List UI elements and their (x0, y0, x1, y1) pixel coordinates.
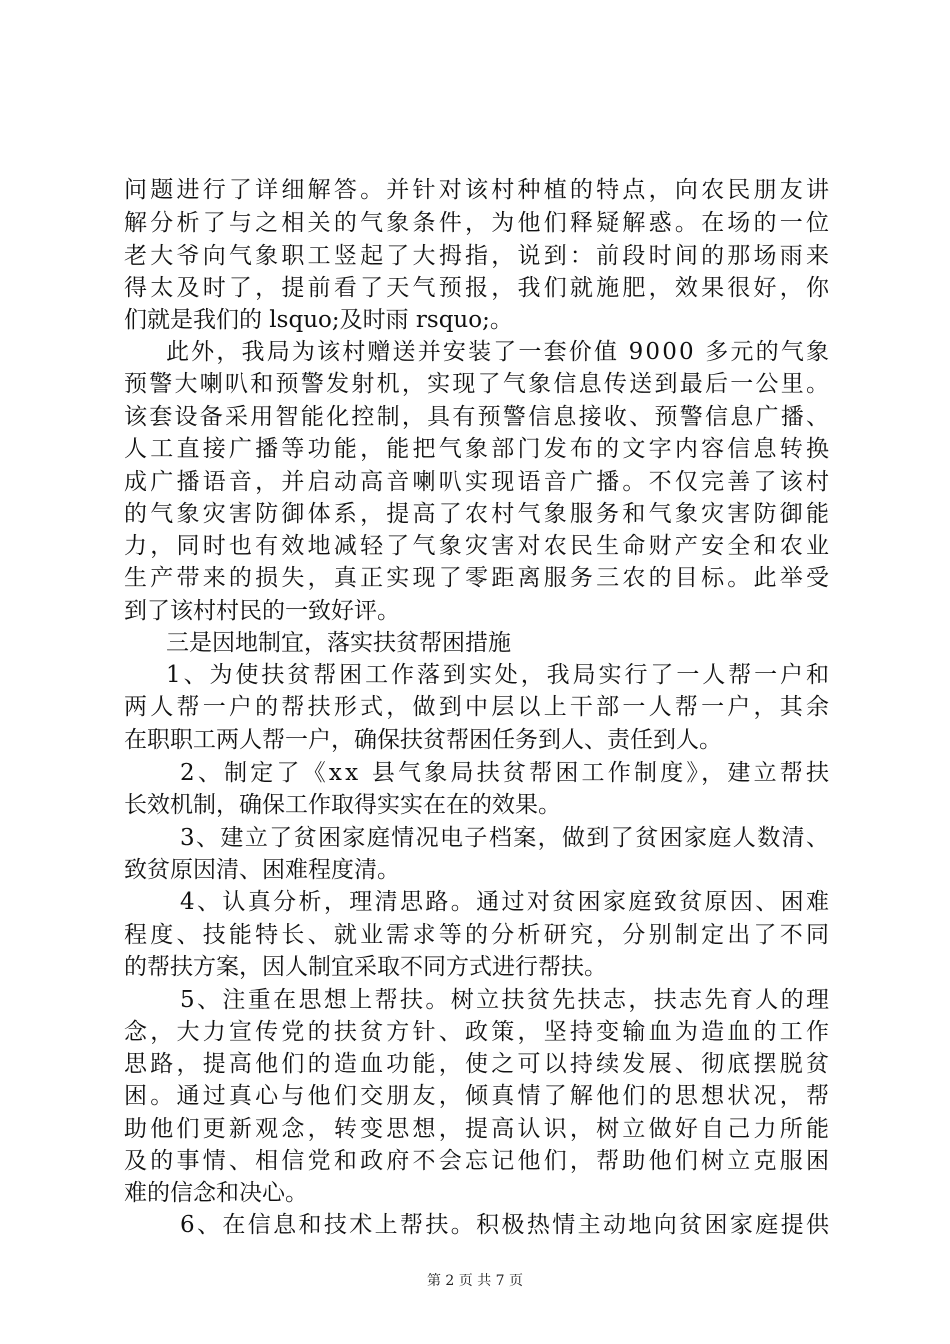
text-line: 们就是我们的 lsquo;及时雨 rsquo;。 (124, 307, 513, 333)
text-line: 思路，提高他们的造血功能，使之可以持续发展、彻底摆脱贫 (124, 1051, 833, 1077)
text-line: 3、建立了贫困家庭情况电子档案，做到了贫困家庭人数清、 (180, 825, 831, 851)
text-line: 长效机制，确保工作取得实实在在的效果。 (124, 792, 561, 818)
text-line: 难的信念和决心。 (124, 1180, 308, 1206)
text-line: 解分析了与之相关的气象条件，为他们释疑解惑。在场的一位 (124, 210, 833, 236)
text-line: 致贫原因清、困难程度清。 (124, 857, 400, 883)
text-line: 困。通过真心与他们交朋友，倾真情了解他们的思想状况，帮 (124, 1083, 833, 1109)
text-line: 及的事情、相信党和政府不会忘记他们，帮助他们树立克服困 (124, 1148, 833, 1174)
text-line: 念，大力宣传党的扶贫方针、政策，坚持变输血为造血的工作 (124, 1019, 833, 1045)
text-line: 得太及时了，提前看了天气预报，我们就施肥，效果很好，你 (124, 275, 833, 301)
text-line: 老大爷向气象职工竖起了大拇指，说到：前段时间的那场雨来 (124, 243, 833, 269)
text-line: 到了该村村民的一致好评。 (124, 598, 400, 624)
text-line: 力，同时也有效地减轻了气象灾害对农民生命财产安全和农业 (124, 533, 833, 559)
text-line: 人工直接广播等功能，能把气象部门发布的文字内容信息转换 (124, 436, 833, 462)
text-line: 问题进行了详细解答。并针对该村种植的特点，向农民朋友讲 (124, 177, 833, 203)
text-line: 该套设备采用智能化控制，具有预警信息接收、预警信息广播、 (124, 404, 832, 430)
text-line: 6、在信息和技术上帮扶。积极热情主动地向贫困家庭提供 (180, 1212, 832, 1238)
text-line: 生产带来的损失，真正实现了零距离服务三农的目标。此举受 (124, 565, 833, 591)
text-line: 成广播语音，并启动高音喇叭实现语音广播。不仅完善了该村 (124, 469, 833, 495)
text-line: 5、注重在思想上帮扶。树立扶贫先扶志，扶志先育人的理 (180, 987, 832, 1013)
text-line: 4、认真分析，理清思路。通过对贫困家庭致贫原因、困难 (180, 889, 832, 915)
text-line: 助他们更新观念，转变思想，提高认识，树立做好自己力所能 (124, 1116, 833, 1142)
text-line: 此外，我局为该村赠送并安装了一套价值 9000 多元的气象 (166, 339, 832, 365)
text-line: 两人帮一户的帮扶形式，做到中层以上干部一人帮一户，其余 (124, 694, 833, 720)
text-line: 在职职工两人帮一户，确保扶贫帮困任务到人、责任到人。 (124, 727, 722, 753)
text-line: 1、为使扶贫帮困工作落到实处，我局实行了一人帮一户和 (166, 662, 832, 688)
text-line: 的气象灾害防御体系，提高了农村气象服务和气象灾害防御能 (124, 501, 833, 527)
page-footer: 第 2 页 共 7 页 (426, 1273, 524, 1289)
text-line: 程度、技能特长、就业需求等的分析研究，分别制定出了不同 (124, 922, 833, 948)
text-line: 预警大喇叭和预警发射机，实现了气象信息传送到最后一公里。 (124, 371, 832, 397)
text-line: 的帮扶方案，因人制宜采取不同方式进行帮扶。 (124, 954, 607, 980)
text-line: 三是因地制宜，落实扶贫帮困措施 (166, 630, 511, 656)
text-line: 2、制定了《xx 县气象局扶贫帮困工作制度》，建立帮扶 (180, 760, 833, 786)
